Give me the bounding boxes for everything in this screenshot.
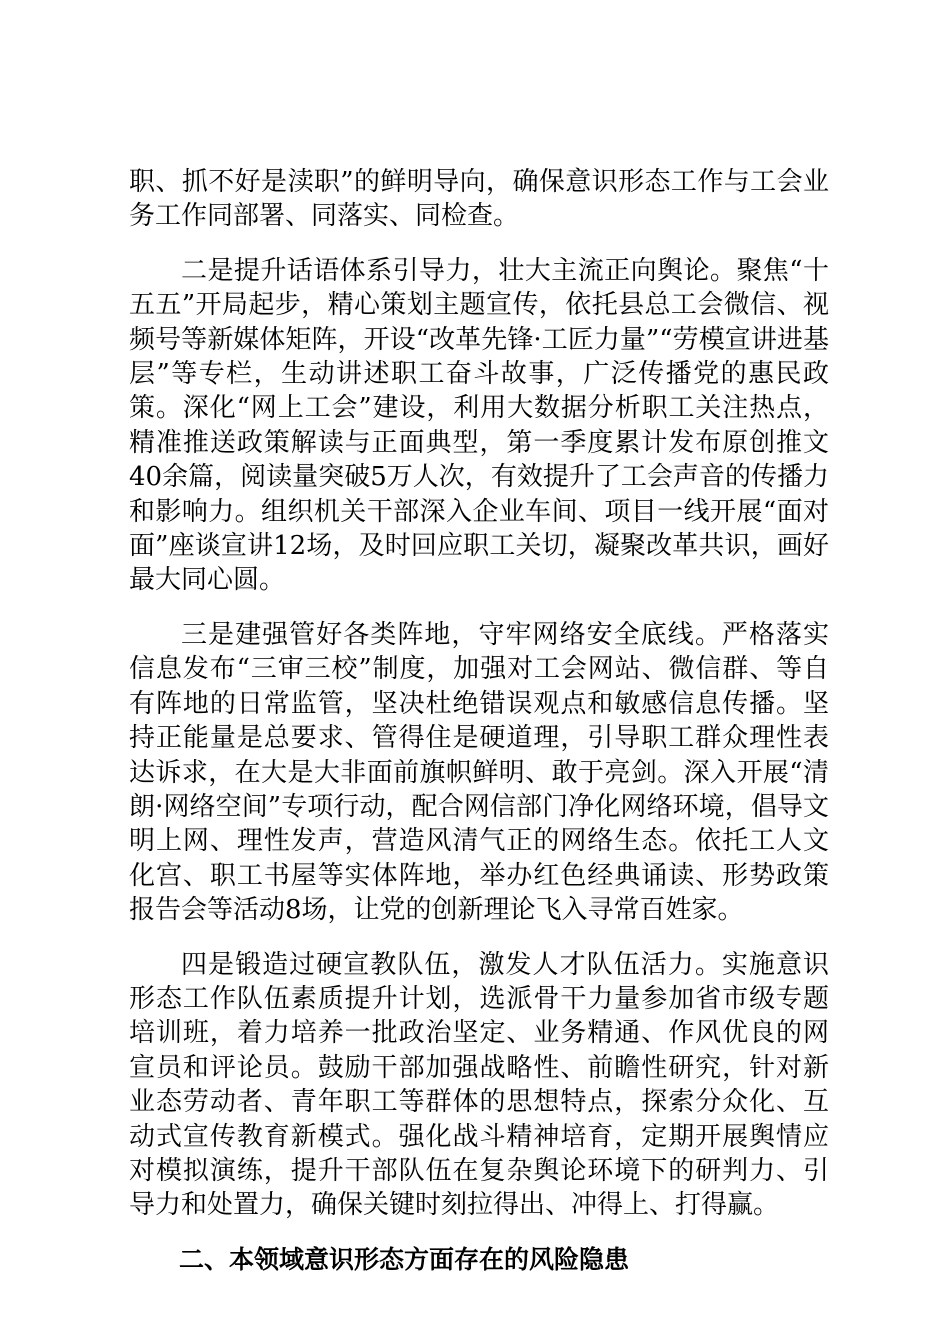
paragraph-team-building: 四是锻造过硬宣教队伍，激发人才队伍活力。实施意识形态工作队伍素质提升计划，选派骨干力量参加省市级专题培训班，着力培养一批政治坚定、业务精通、作风优良的网宣员和评论员。鼓励干部加强战略性、前瞻性研究，针对新业态劳动者、青年职工等群体的思想特点，探索分众化、互动式宣传教育新模式。强化战斗精神培育，定期开展舆情应对模拟演练，提升干部队伍在复杂舆论环境下的研判力、引导力和处置力，确保关键时刻拉得出、冲得上、打得赢。 bbox=[129, 949, 829, 1221]
document-body bbox=[129, 165, 829, 1277]
paragraph-continuation: 职、抓不好是渎职”的鲜明导向，确保意识形态工作与工会业务工作同部署、同落实、同检查。 bbox=[129, 167, 829, 232]
paragraph-discourse-guidance: 二是提升话语体系引导力，壮大主流正向舆论。聚焦“十五五”开局起步，精心策划主题宣传，依托县总工会微信、视频号等新媒体矩阵，开设“改革先锋·工匠力量”“劳模宣讲进基层”等专栏，生动讲述职工奋斗故事，广泛传播党的惠民政策。深化“网上工会”建设，利用大数据分析职工关注热点，精准推送政策解读与正面典型，第一季度累计发布原创推文40余篇，阅读量突破5万人次，有效提升了工会声音的传播力和影响力。组织机关干部深入企业车间、项目一线开展“面对面”座谈宣讲12场，及时回应职工关切，凝聚改革共识，画好最大同心圆。 bbox=[129, 255, 829, 596]
section-heading: 二、本领域意识形态方面存在的风险隐患 bbox=[179, 1244, 630, 1274]
paragraph-platform-management: 三是建强管好各类阵地，守牢网络安全底线。严格落实信息发布“三审三校”制度，加强对工会网站、微信群、等自有阵地的日常监管，坚决杜绝错误观点和敏感信息传播。坚持正能量是总要求、管得住是硬道理，引导职工群众理性表达诉求，在大是大非面前旗帜鲜明、敢于亮剑。深入开展“清朗·网络空间”专项行动，配合网信部门净化网络环境，倡导文明上网、理性发声，营造风清气正的网络生态。依托工人文化宫、职工书屋等实体阵地，举办红色经典诵读、形势政策报告会等活动8场，让党的创新理论飞入寻常百姓家。 bbox=[129, 619, 829, 926]
